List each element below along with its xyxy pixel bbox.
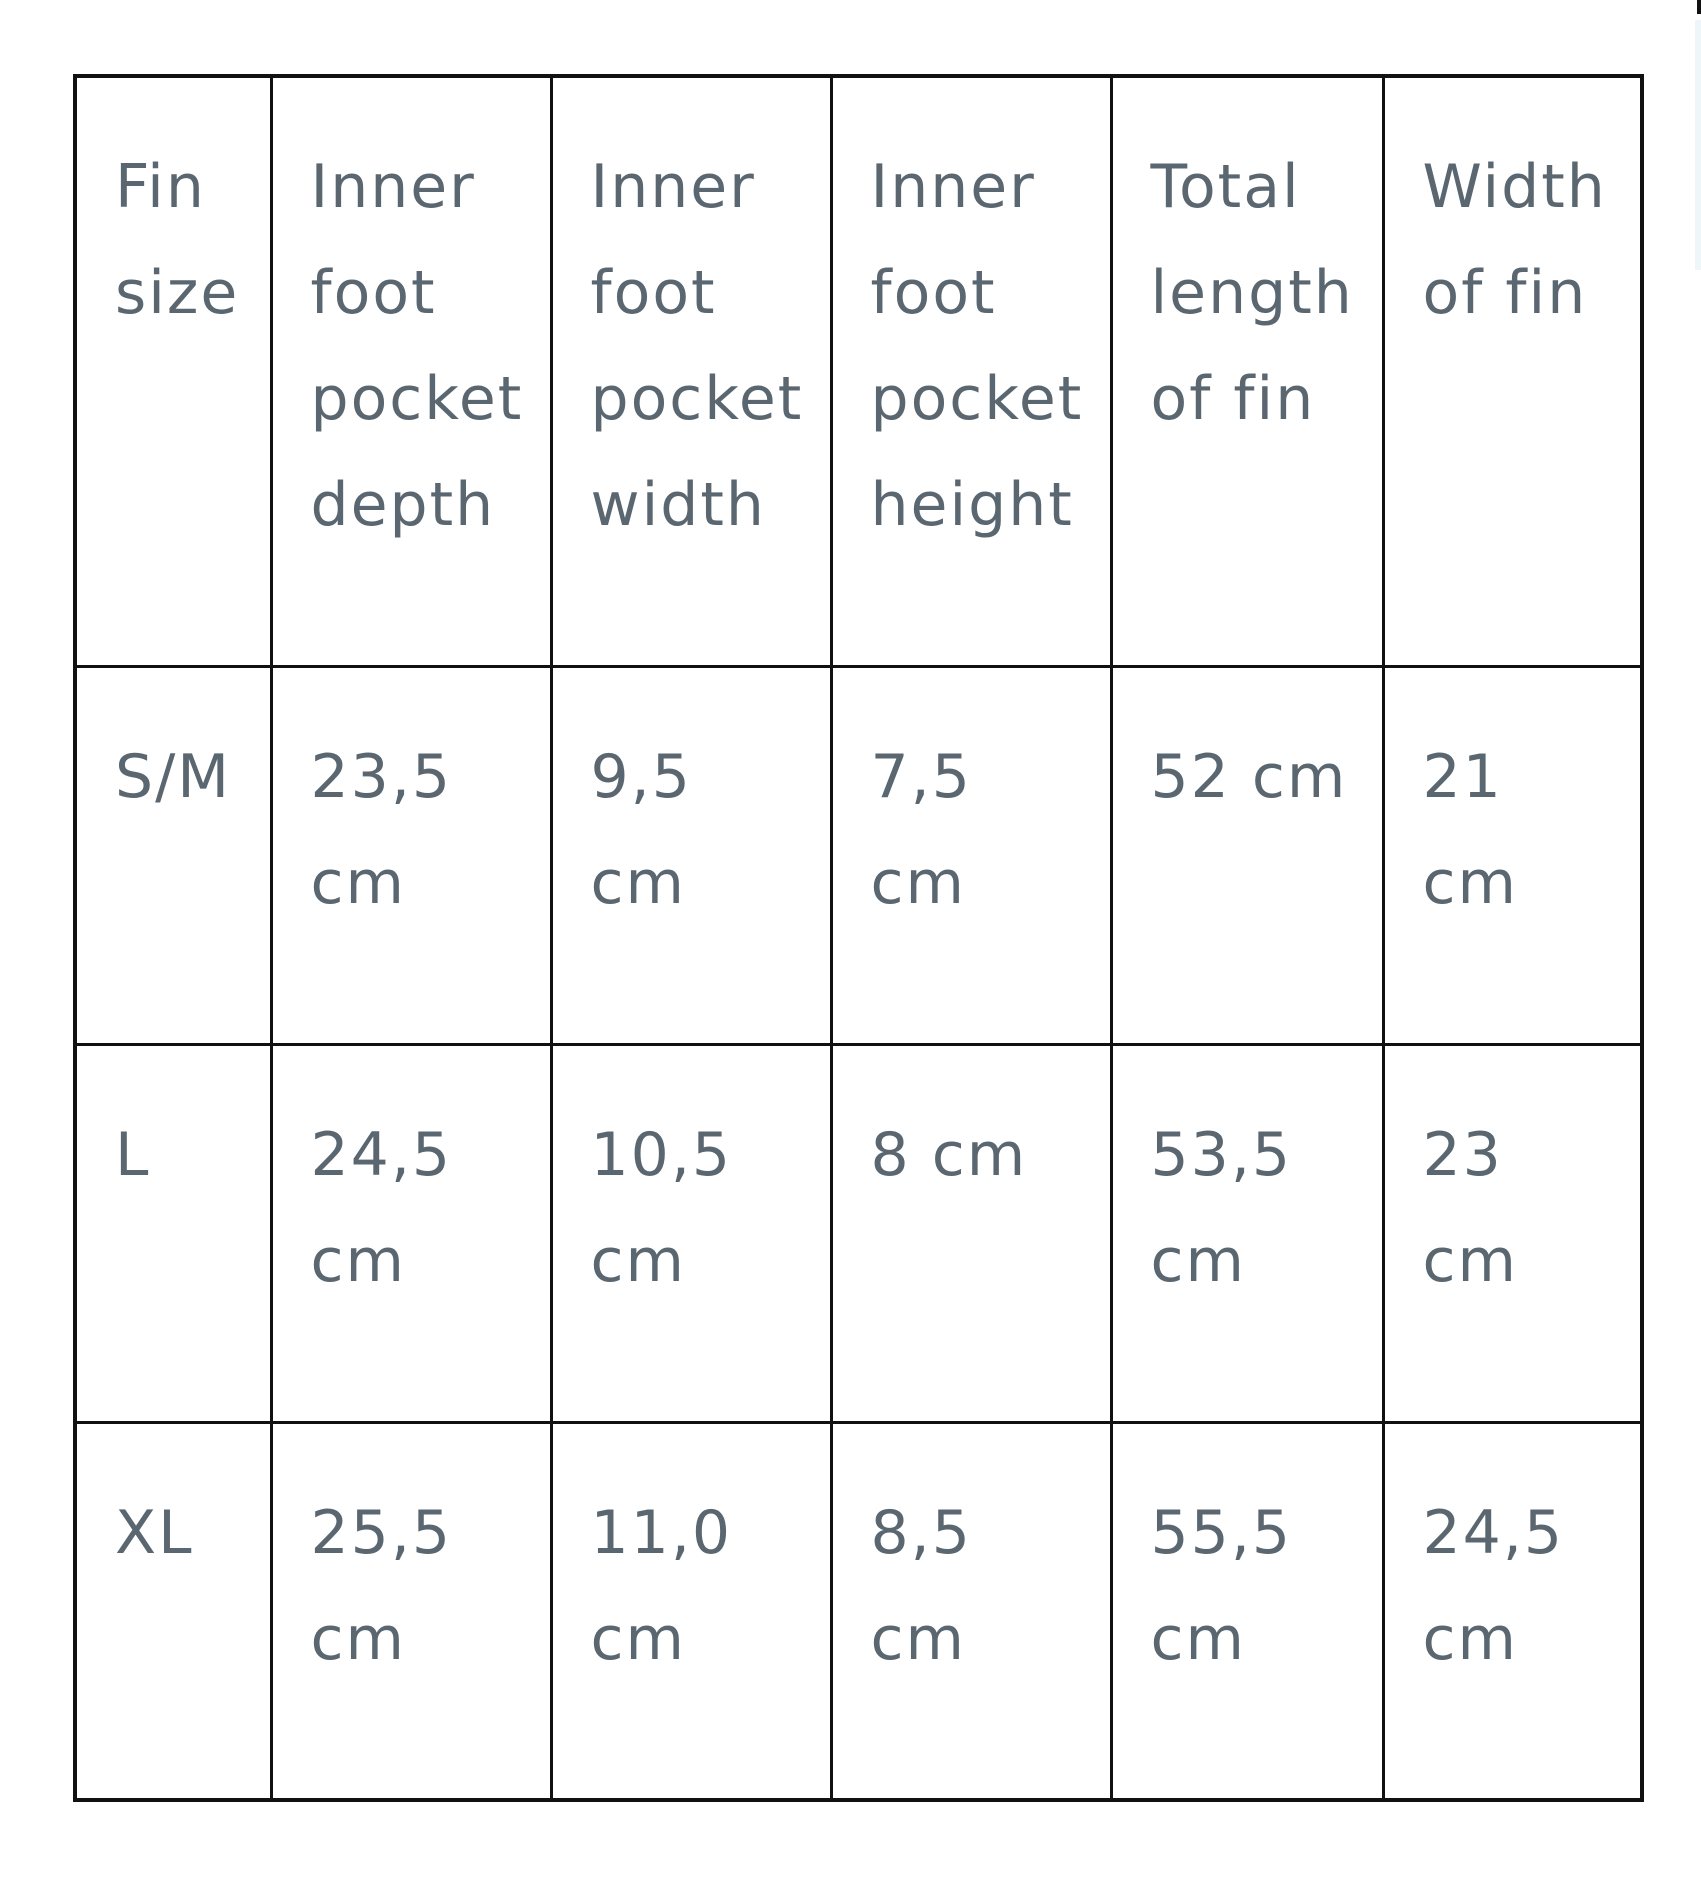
header-cell-fin-size: Fin size (75, 76, 271, 666)
table-cell: 7,5 cm (831, 666, 1111, 1044)
table-cell: 10,5 cm (551, 1044, 831, 1422)
table-cell: 9,5 cm (551, 666, 831, 1044)
table-cell: L (75, 1044, 271, 1422)
table-cell: 25,5 cm (271, 1422, 551, 1800)
header-cell-pocket-height: Inner foot pocket height (831, 76, 1111, 666)
header-cell-fin-width: Width of fin (1383, 76, 1642, 666)
table-row (75, 666, 1642, 1044)
table-header-row (75, 76, 1642, 666)
header-cell-total-length: Total length of fin (1111, 76, 1383, 666)
table-cell: 24,5 cm (1383, 1422, 1642, 1800)
table-cell: 8 cm (831, 1044, 1111, 1422)
table-cell: 24,5 cm (271, 1044, 551, 1422)
fin-size-table (73, 74, 1644, 1802)
header-cell-pocket-width: Inner foot pocket width (551, 76, 831, 666)
table-cell: 53,5 cm (1111, 1044, 1383, 1422)
header-cell-pocket-depth: Inner foot pocket depth (271, 76, 551, 666)
table-cell: 8,5 cm (831, 1422, 1111, 1800)
table-cell: 23,5 cm (271, 666, 551, 1044)
table-cell: 55,5 cm (1111, 1422, 1383, 1800)
table-cell: XL (75, 1422, 271, 1800)
edge-mark (1697, 0, 1701, 14)
table-row (75, 1422, 1642, 1800)
table-cell: 21 cm (1383, 666, 1642, 1044)
table-cell: S/M (75, 666, 271, 1044)
table-cell: 52 cm (1111, 666, 1383, 1044)
table-row (75, 1044, 1642, 1422)
table-cell: 11,0 cm (551, 1422, 831, 1800)
table-cell: 23 cm (1383, 1044, 1642, 1422)
edge-highlight (1695, 20, 1701, 270)
